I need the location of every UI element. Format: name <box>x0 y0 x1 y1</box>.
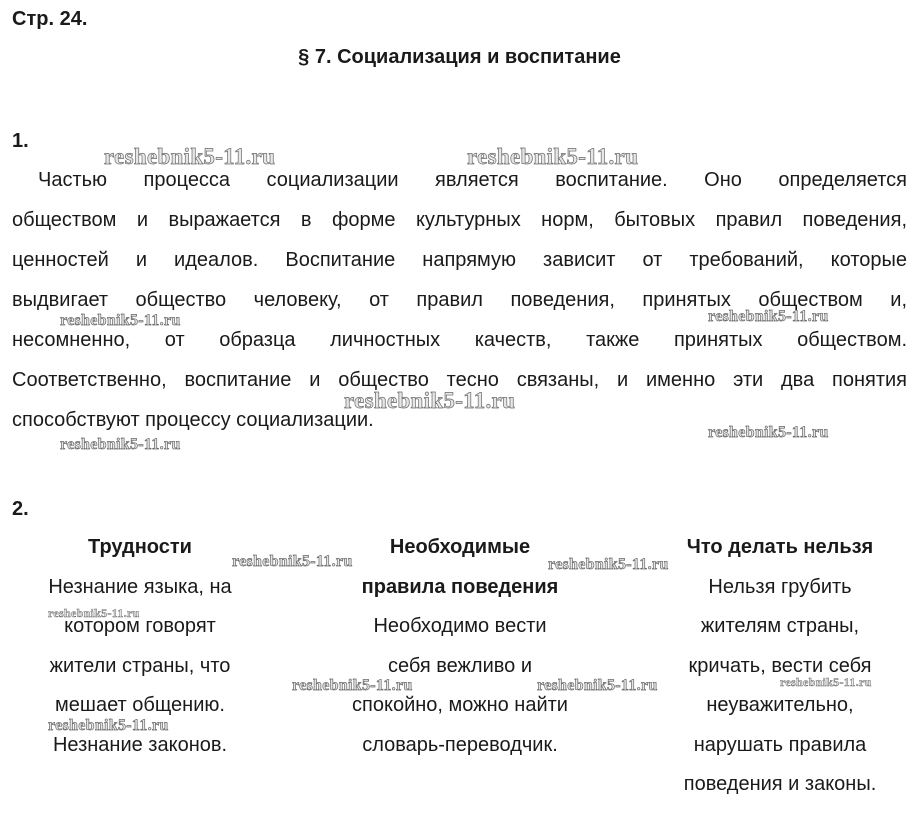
watermark: reshebnik5-11.ru <box>60 436 181 453</box>
paragraph-line: Соответственно, воспитание и общество тесно связаны, и именно эти два понятия <box>12 369 907 391</box>
watermark: reshebnik5-11.ru <box>292 677 413 694</box>
section-title: § 7. Социализация и воспитание <box>298 46 621 68</box>
column-line: кричать, вести себя <box>688 654 872 677</box>
watermark: reshebnik5-11.ru <box>467 144 639 169</box>
column-line: Незнание языка, на <box>48 575 232 598</box>
watermark: reshebnik5-11.ru <box>537 677 658 694</box>
column-header: Необходимые <box>389 536 531 558</box>
task-1-number: 1. <box>12 130 29 152</box>
watermark: reshebnik5-11.ru <box>708 424 829 441</box>
column-line: Незнание законов. <box>52 733 228 756</box>
column-line: мешает общению. <box>55 694 225 716</box>
column-line: котором говорят <box>64 615 216 637</box>
watermark: reshebnik5-11.ru <box>548 556 669 573</box>
column-line: неуважительно, <box>706 694 854 716</box>
paragraph-line: выдвигает общество человеку, от правил поведения, принятых обществом и, <box>12 289 907 311</box>
watermark: reshebnik5-11.ru <box>48 606 140 620</box>
column-line: нарушать правила <box>693 733 867 756</box>
column-line: жителям страны, <box>700 615 860 637</box>
column-header: правила поведения <box>361 575 559 598</box>
column-line: спокойно, можно найти <box>352 694 568 716</box>
watermark: reshebnik5-11.ru <box>48 717 169 734</box>
column-forbidden <box>655 528 905 805</box>
paragraph-line: обществом и выражается в форме культурных норм, бытовых правил поведения, <box>12 209 907 231</box>
column-header: Трудности <box>88 536 192 558</box>
paragraph-line: способствуют процессу социализации. <box>12 409 374 431</box>
paragraph-line: Частью процесса социализации является воспитание. Оно определяется <box>38 169 907 191</box>
watermark: reshebnik5-11.ru <box>232 553 353 570</box>
paragraph-line: ценностей и идеалов. Воспитание напрямую зависит от требований, которые <box>12 249 907 271</box>
watermark: reshebnik5-11.ru <box>60 312 181 329</box>
column-header: Что делать нельзя <box>686 536 874 558</box>
watermark: reshebnik5-11.ru <box>780 675 872 689</box>
task-2-number: 2. <box>12 498 29 520</box>
page-number: Стр. 24. <box>12 8 88 30</box>
watermark: reshebnik5-11.ru <box>344 388 516 413</box>
column-line: Необходимо вести <box>373 615 547 637</box>
watermark: reshebnik5-11.ru <box>708 308 829 325</box>
column-line: себя вежливо и <box>387 654 533 677</box>
column-line: Нельзя грубить <box>708 575 852 598</box>
watermark: reshebnik5-11.ru <box>104 144 276 169</box>
column-line: поведения и законы. <box>683 773 877 795</box>
paragraph-line: несомненно, от образца личностных качеств, также принятых обществом. <box>12 329 907 351</box>
column-line: словарь-переводчик. <box>362 733 558 756</box>
column-line: жители страны, что <box>49 654 231 677</box>
